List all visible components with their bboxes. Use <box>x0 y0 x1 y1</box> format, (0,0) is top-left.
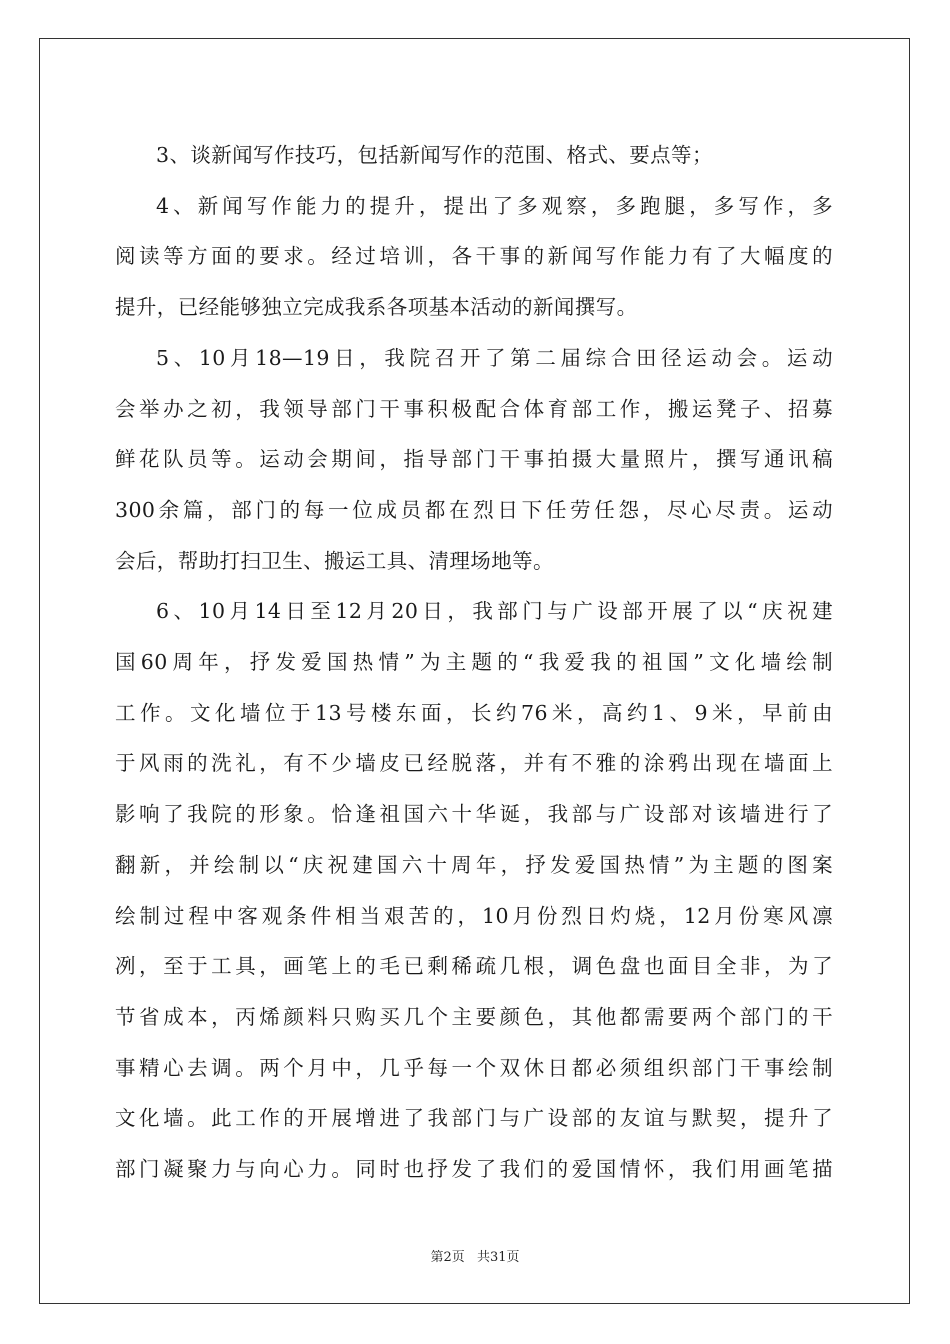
text-line: 事精心去调。两个月中，几乎每一个双休日都必须组织部门干事绘制 <box>115 1055 833 1080</box>
text-line: 会后，帮助打扫卫生、搬运工具、清理场地等。 <box>115 548 554 573</box>
text-line: 工作。文化墙位于13号楼东面，长约76米，高约1、9米，早前由 <box>115 700 833 725</box>
text-line: 5、10月18—19日，我院召开了第二届综合田径运动会。运动 <box>156 345 833 370</box>
paragraph-3 <box>115 130 833 181</box>
paragraph-6 <box>115 586 833 1194</box>
text-line: 国60周年，抒发爱国热情”为主题的“我爱我的祖国”文化墙绘制 <box>115 650 833 675</box>
text-line: 部门凝聚力与向心力。同时也抒发了我们的爱国情怀，我们用画笔描 <box>115 1157 833 1182</box>
text-line: 300余篇，部门的每一位成员都在烈日下任劳任怨，尽心尽责。运动 <box>115 497 833 522</box>
text-line: 节省成本，丙烯颜料只购买几个主要颜色，其他都需要两个部门的干 <box>115 1004 833 1029</box>
text-line: 绘制过程中客观条件相当艰苦的，10月份烈日灼烧，12月份寒风凛 <box>115 903 833 928</box>
text-line: 影响了我院的形象。恰逢祖国六十华诞，我部与广设部对该墙进行了 <box>115 802 833 827</box>
paragraph-5 <box>115 333 833 587</box>
text-line: 6、10月14日至12月20日，我部门与广设部开展了以“庆祝建 <box>156 599 833 624</box>
text-line: 4、新闻写作能力的提升，提出了多观察，多跑腿，多写作，多 <box>156 193 833 218</box>
paragraph-4 <box>115 181 833 333</box>
page-number: 第2页 <box>430 1250 465 1265</box>
text-line: 冽，至于工具，画笔上的毛已剩稀疏几根，调色盘也面目全非，为了 <box>115 954 833 979</box>
text-line: 文化墙。此工作的开展增进了我部门与广设部的友谊与默契，提升了 <box>115 1106 833 1131</box>
total-pages: 共31页 <box>476 1250 520 1265</box>
text-line: 翻新，并绘制以“庆祝建国六十周年，抒发爱国热情”为主题的图案 <box>115 852 833 877</box>
text-line: 3、谈新闻写作技巧，包括新闻写作的范围、格式、要点等； <box>156 143 713 167</box>
text-line: 于风雨的洗礼，有不少墙皮已经脱落，并有不雅的涂鸦出现在墙面上 <box>115 751 833 776</box>
page-footer <box>0 1246 950 1265</box>
text-line: 会举办之初，我领导部门干事积极配合体育部工作，搬运凳子、招募 <box>115 396 833 421</box>
text-line: 阅读等方面的要求。经过培训，各干事的新闻写作能力有了大幅度的 <box>115 244 833 269</box>
text-line: 提升，已经能够独立完成我系各项基本活动的新闻撰写。 <box>115 295 638 320</box>
text-line: 鲜花队员等。运动会期间，指导部门干事拍摄大量照片，撰写通讯稿 <box>115 447 833 472</box>
document-body <box>115 130 833 1195</box>
